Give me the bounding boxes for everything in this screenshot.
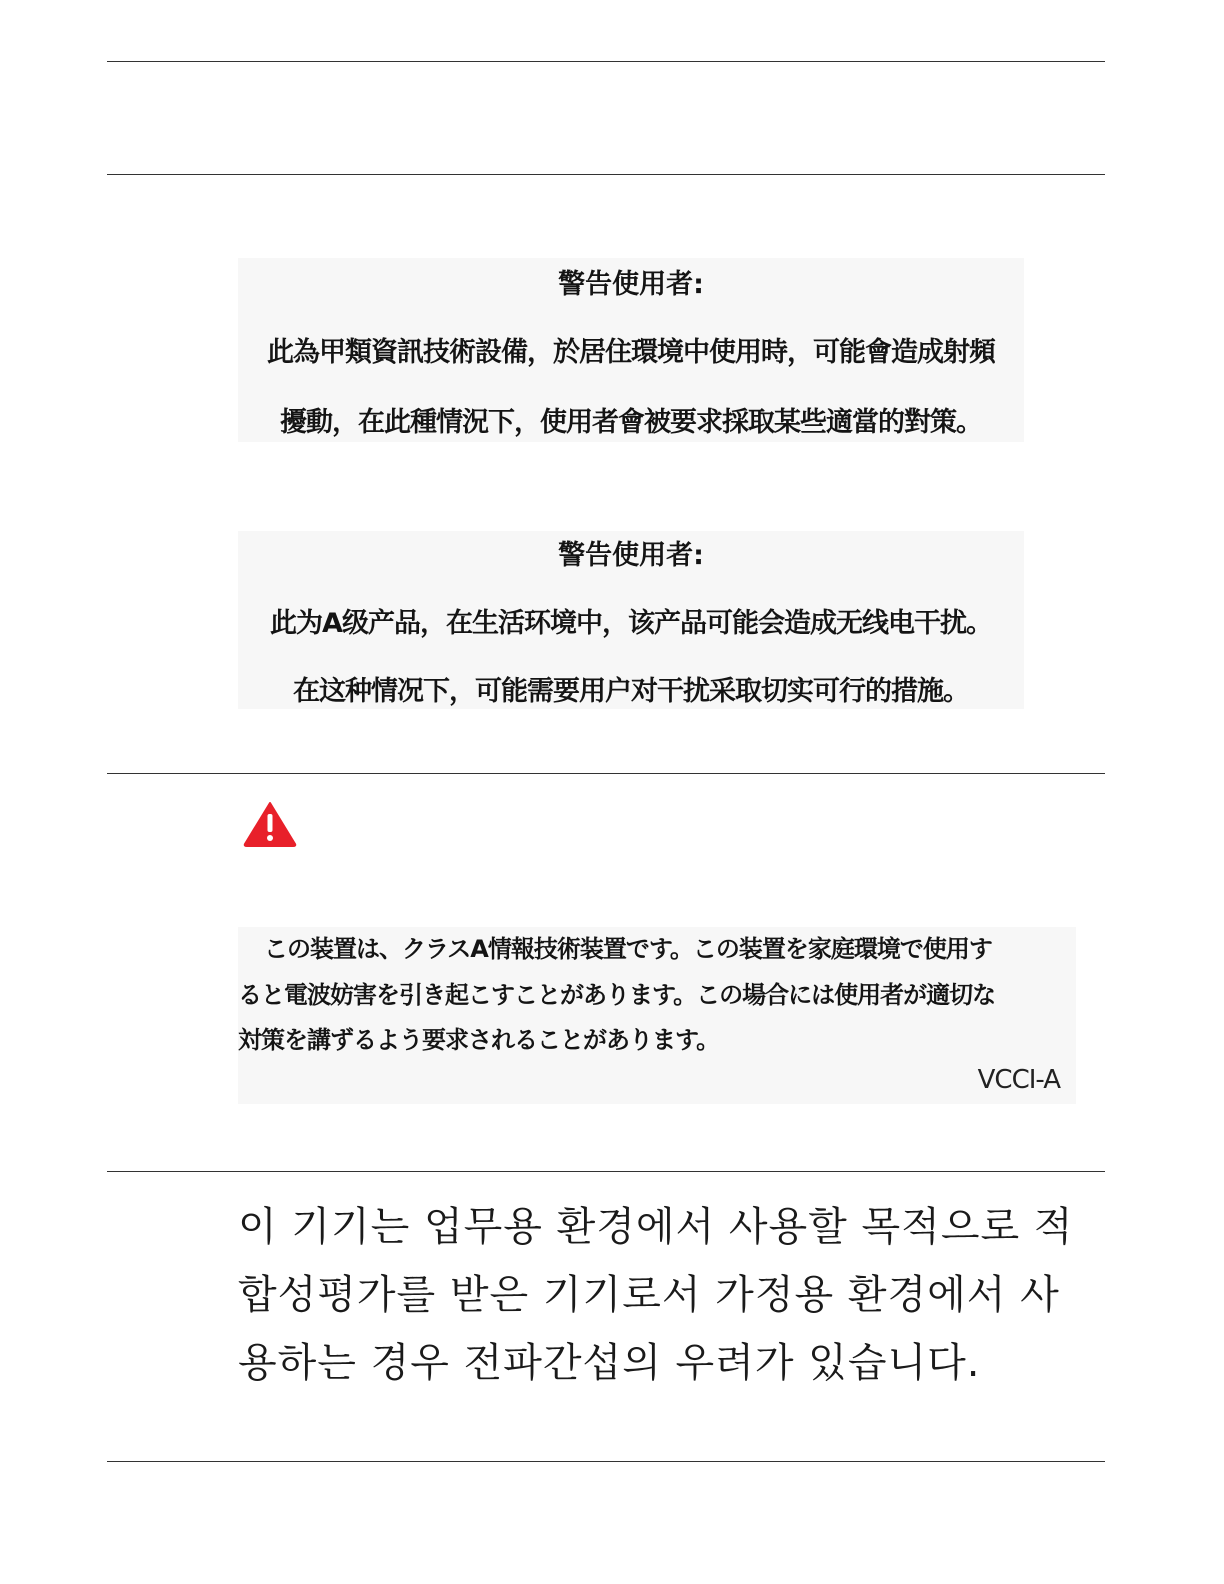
- japan-notice-line-2: ると電波妨害を引き起こすことがあります。この場合には使用者が適切な: [238, 981, 996, 1009]
- divider-lower: [107, 1171, 1105, 1172]
- china-notice-line-2: 在这种情况下，可能需要用户对干扰采取切实可行的措施。: [293, 676, 969, 707]
- divider-bottom: [107, 1461, 1105, 1462]
- japan-notice-line-1: この装置は、クラスA情報技術装置です。この装置を家庭環境で使用す: [264, 935, 992, 963]
- china-notice-line-1: 此为A级产品，在生活环境中，该产品可能会造成无线电干扰。: [270, 608, 992, 639]
- taiwan-notice-line-2: 擾動，在此種情況下，使用者會被要求採取某些適當的對策。: [280, 407, 982, 438]
- divider-header: [107, 174, 1105, 175]
- divider-middle: [107, 773, 1105, 774]
- vcci-class-mark: VCCI-A: [977, 1065, 1060, 1095]
- japan-notice-line-3: 対策を講ずるよう要求されることがあります。: [238, 1026, 720, 1054]
- korea-notice-line-1: 이 기기는 업무용 환경에서 사용할 목적으로 적: [238, 1204, 1074, 1250]
- taiwan-notice: [238, 258, 1024, 442]
- taiwan-notice-title: 警告使用者:: [558, 269, 704, 300]
- japan-vcci-notice: [238, 927, 1076, 1104]
- divider-top: [107, 61, 1105, 62]
- taiwan-notice-line-1: 此為甲類資訊技術設備，於居住環境中使用時，可能會造成射頻: [267, 337, 995, 368]
- korea-notice-line-3: 용하는 경우 전파간섭의 우려가 있습니다.: [238, 1340, 981, 1386]
- china-notice: [238, 531, 1024, 709]
- korea-notice-line-2: 합성평가를 받은 기기로서 가정용 환경에서 사: [238, 1272, 1060, 1318]
- warning-triangle-icon: [242, 800, 298, 848]
- china-notice-title: 警告使用者:: [558, 540, 704, 571]
